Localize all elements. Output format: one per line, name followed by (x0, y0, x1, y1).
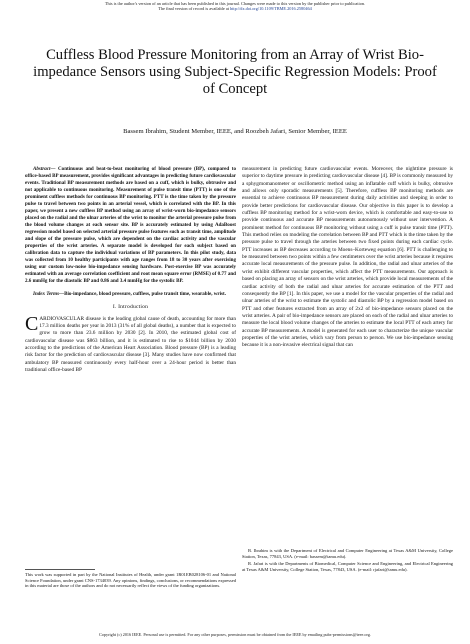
abstract (25, 166, 236, 285)
funding-footnote: This work was supported in part by the National Institutes of Health, under grant 1R01EB028106-01 and National Science Foundation, under grant CNS-1734039. Any opinions, findings, conclusions, or recommendations expressed in this material are those of the authors and do not necessarily reflect the views of the funding organizations. (25, 572, 236, 589)
drop-cap: C (25, 312, 39, 335)
notice-line-2 (0, 6, 470, 11)
abstract-text: — Continuous and beat-to-beat monitoring of blood pressure (BP), compared to office-based BP measurement, provides significant advantages in predicting future cardiovascular events. Traditional BP measurement methods are based on a cuff, which is bulky, obtrusive and not applicable to continuous monitoring. Measurement of pulse transit time (PTT) is one of the prominent cuffless methods for continuous BP monitoring. PTT is the time taken by the pressure pulse to travel between two points in an arterial vessel, which is correlated with the BP. In this paper, we present a new cuffless BP method using an array of wrist-worn bio-impedance sensors placed on the radial and the ulnar arteries of the wrist to monitor the arterial pressure pulse from the blood volume changes at each sensor site. BP is accurately estimated by using AdaBoost regression model based on selected arterial pressure pulse features such as transit time, amplitude and slope of the pressure pulse, which are dependent on the cardiac activity and the vascular properties of the wrist arteries. A separate model is developed for each subject based on calibration data to capture the individual variations of BP parameters. In this pilot study, data was collected from 10 healthy participants with age ranges from 18 to 30 years after exercising using our custom low-noise bio-impedance sensing hardware. Post-exercise BP was accurately estimated with an average correlation coefficient and root mean square error (RMSE) of 0.77 and 2.6 mmHg for the diastolic BP and 0.86 and 3.4 mmHg for the systolic BP. (25, 166, 236, 285)
affiliation-footnotes (242, 548, 453, 574)
abstract-lead: Abstract (33, 166, 51, 172)
paper-title: Cuffless Blood Pressure Monitoring from an Array of Wrist Bio-impedance Sensors using Subject-Specific Regression Models: Proof of Concept (33, 47, 437, 97)
doi-link[interactable]: http://dx.doi.org/10.1109/TBME.2016.2580464 (230, 6, 312, 11)
section-heading: I. Introduction (112, 304, 149, 311)
index-terms-lead: Index Terms (33, 291, 60, 298)
affiliation-ibrahim: B. Ibrahim is with the Department of Electrical and Computer Engineering at Texas A&M University, College Station, Texas, 77843, USA. (e-mail: bassem@tamu.edu). (242, 548, 453, 559)
index-terms (25, 291, 236, 298)
notice-line-1: This is the author's version of an article that has been published in this journal. Changes were made to this version by the publisher prior to publication. (104, 1, 366, 6)
intro-text: ARDIOVASCULAR disease is the leading global cause of death, accounting for more than 17.3 million deaths per year in 2013 (31% of all global deaths), a number that is expected to grow to more than 23.6 million by 2030 [2]. In 2010, the estimated global cost of cardiovascular disease was $863 billion, and it is estimated to rise to $1044 billion by 2030 according to the predictions of the American Heart Association. Blood pressure (BP) is a leading risk factor for the prediction of cardiovascular disease [3]. Many studies have now confirmed that ambulatory BP measured continuously every half-hour over a 24-hour period is better than traditional office-based BP (25, 315, 236, 374)
right-paragraph: measurement in predicting future cardiovascular events. Moreover, the nighttime pressure is superior to daytime pressure in predicting cardiovascular disease [4]. BP is commonly measured by a sphygmomanometer or oscillometric method using an inflatable cuff which is bulky, obtrusive and allows only sporadic measurements [5]. Therefore, cuffless BP monitoring methods are essential to achieve continuous BP measurement during daily activities and sleeping in order to provide better predictions for cardiovascular disease. Our objective in this paper is to develop a cuffless BP monitoring method for a wrist-worn device, which is comfortable and easy-to-use to provide continuous and accurate BP measurements autonomously without user intervention. A prominent method for continuous BP monitoring without using a cuff is pulse transit time (PTT). This method relies on modeling the correlation between BP and PTT which is the time taken by the pressure pulse to travel through the arteries between two fixed points during each cardiac cycle. PTT increases as BP decreases according to Moens–Korteweg equation [6]. PTT is challenging to be measured between two points within a few centimeters over the wrist arteries because it requires accurate local measurements of the pressure pulse. In addition, the radial and ulnar arteries of the wrist exhibit different vascular properties, which affect the PTT measurements. Our approach is based on placing an array of sensors on the wrist arteries, which provide local measurements of the cardiac activity of both the radial and ulnar arteries for accurate estimation of the PTT and consequently the BP [1]. In this paper, we use a model for the vascular properties of the radial and ulnar arteries of the wrist to estimate the systolic and diastolic BP by a regression model based on PTT and other features extracted from an array of 2x2 of bio-impedance sensors placed on the wrist arteries. A pair of bio-impedance sensors are placed on each of the radial and ulnar arteries to measure the local blood volume changes of the arteries to estimate the local PTT of each artery for accurate BP measurements. A model is generated for each user to characterize the unique vascular properties of the wrist arteries, which vary from person to person. We use bio-impedance sensing because it is a non-invasive electrical signal that can (242, 166, 453, 349)
publication-notice (0, 1, 470, 11)
author-line: Bassem Ibrahim, Student Member, IEEE, and Roozbeh Jafari, Senior Member, IEEE (123, 128, 347, 135)
left-column (25, 166, 236, 374)
footnote-rule (25, 569, 95, 570)
copyright-footer: Copyright (c) 2016 IEEE. Personal use is permitted. For any other purposes, permission must be obtained from the IEEE by emailing pubs-permissions@ieee.org. (99, 632, 371, 637)
right-column (242, 166, 453, 350)
intro-paragraph (25, 312, 236, 375)
index-terms-text: —Bio-impedance, blood pressure, cuffless, pulse transit time, wearable, wrist. (59, 291, 226, 298)
affiliation-jafari: R. Jafari is with the Departments of Biomedical, Computer Science and Engineering, and Electrical Engineering at Texas A&M University, College Station, Texas, 77843, USA. (e-mail: rjafari@tamu.edu). (242, 561, 453, 572)
notice-prefix: The final version of record is available at (158, 6, 229, 11)
